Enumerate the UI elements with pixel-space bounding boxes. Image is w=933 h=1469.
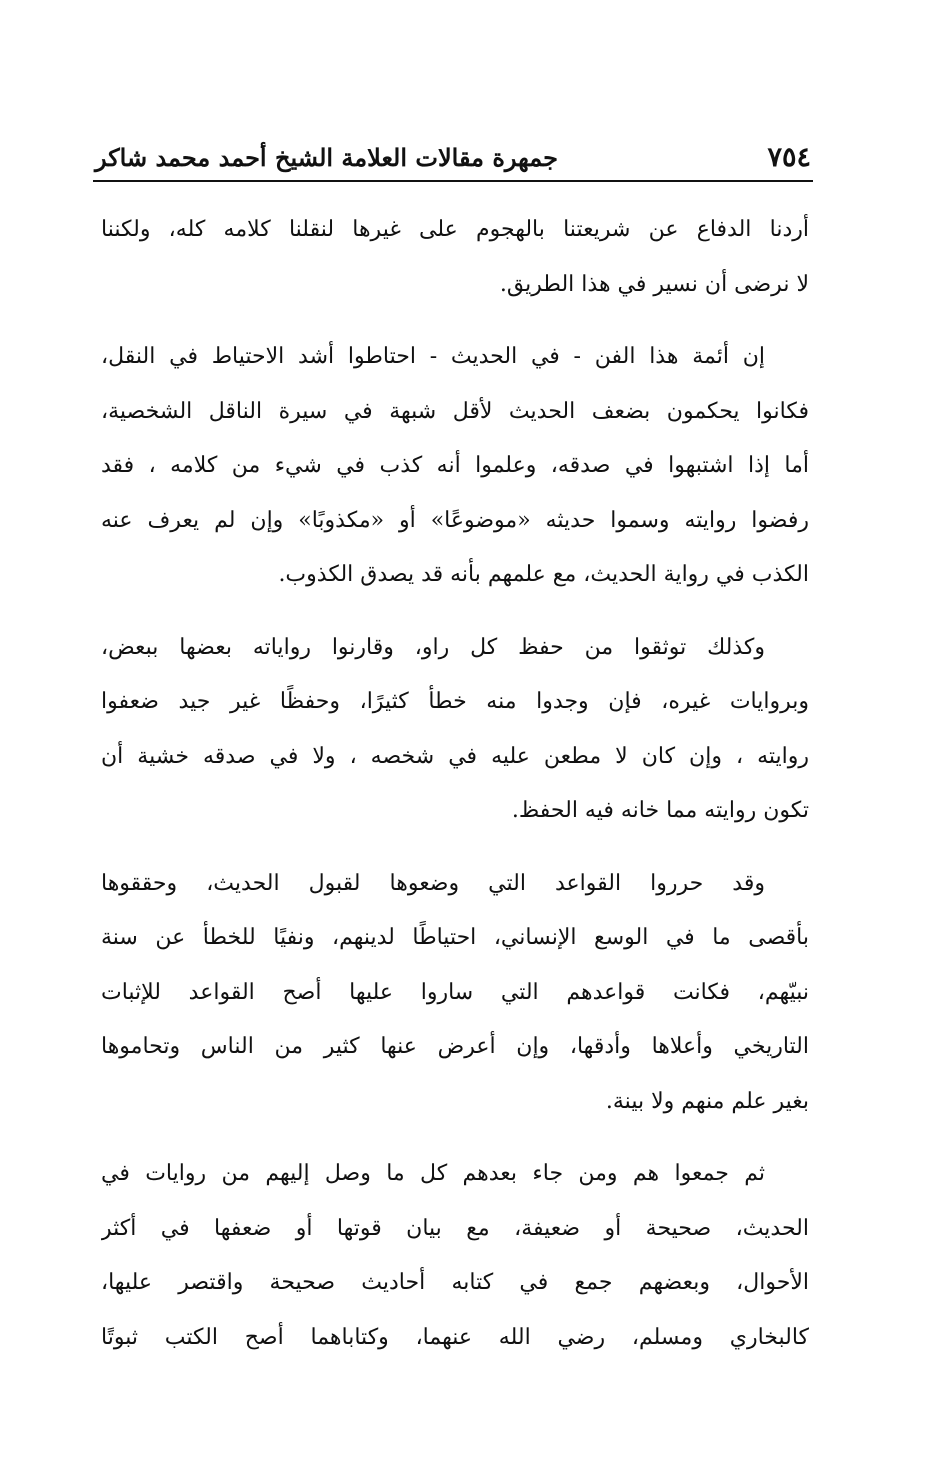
body-text [101, 203, 809, 1383]
paragraph [101, 1147, 809, 1365]
text-line: بغير علم منهم ولا بينة. [605, 1088, 809, 1114]
text-line: الأحوال، وبعضهم جمع في كتابه أحاديث صحيحة واقتصر عليها، [101, 1270, 809, 1295]
text-line: أما إذا اشتبهوا في صدقه، وعلموا أنه كذب في شيء من كلامه ، فقد [101, 453, 809, 478]
text-line: لا نرضى أن نسير في هذا الطريق. [499, 271, 809, 297]
paragraph [101, 203, 809, 312]
text-line: أردنا الدفاع عن شريعتنا بالهجوم على غيرها لنقلنا كلامه كله، ولكننا [101, 217, 809, 242]
text-line: كالبخاري ومسلم، رضي الله عنهما، وكتاباهما أصح الكتب ثبوتًا [101, 1324, 809, 1350]
text-line: ثم جمعوا هم ومن جاء بعدهم كل ما وصل إليهم من روايات في [101, 1161, 765, 1186]
paragraph [101, 330, 809, 603]
paragraph [101, 621, 809, 839]
text-line: الكذب في رواية الحديث، مع علمهم بأنه قد يصدق الكذوب. [278, 562, 809, 587]
text-line: روايته ، وإن كان لا مطعن عليه في شخصه ، ولا في صدقه خشية أن [101, 743, 809, 769]
text-line: التاريخي وأعلاها وأدقها، وإن أعرض عنها كثير من الناس وتحاموها [101, 1034, 809, 1059]
book-title: جمهرة مقالات العلامة الشيخ أحمد محمد شاكر [95, 143, 558, 172]
header-divider [93, 180, 813, 182]
text-line: إن أئمة هذا الفن - في الحديث - احتاطوا أشد الاحتياط في النقل، [101, 344, 765, 369]
page-number: ٧٥٤ [767, 142, 811, 173]
text-line: وقد حرروا القواعد التي وضعوها لقبول الحديث، وحققوها [101, 870, 765, 896]
text-line: الحديث، صحيحة أو ضعيفة، مع بيان قوتها أو ضعفها في أكثر [101, 1215, 809, 1241]
text-line: وكذلك توثقوا من حفظ كل راو، وقارنوا رواياته بعضها ببعض، [101, 634, 765, 660]
text-line: وبروايات غيره، فإن وجدوا منه خطأ كثيرًا، وحفظًا غير جيد ضعفوا [101, 689, 809, 714]
text-line: تكون روايته مما خانه فيه الحفظ. [511, 798, 809, 823]
text-line: رفضوا روايته وسموا حديثه «موضوعًا» أو «مكذوبًا» وإن لم يعرف عنه [101, 507, 809, 533]
paragraph [101, 857, 809, 1130]
text-line: نبيّهم، فكانت قواعدهم التي ساروا عليها أصح القواعد للإثبات [101, 979, 809, 1005]
text-line: بأقصى ما في الوسع الإنساني، احتياطًا لدينهم، ونفيًا للخطأ عن سنة [101, 925, 809, 950]
running-header [95, 130, 811, 178]
text-line: فكانوا يحكمون بضعف الحديث لأقل شبهة في سيرة الناقل الشخصية، [101, 398, 809, 424]
